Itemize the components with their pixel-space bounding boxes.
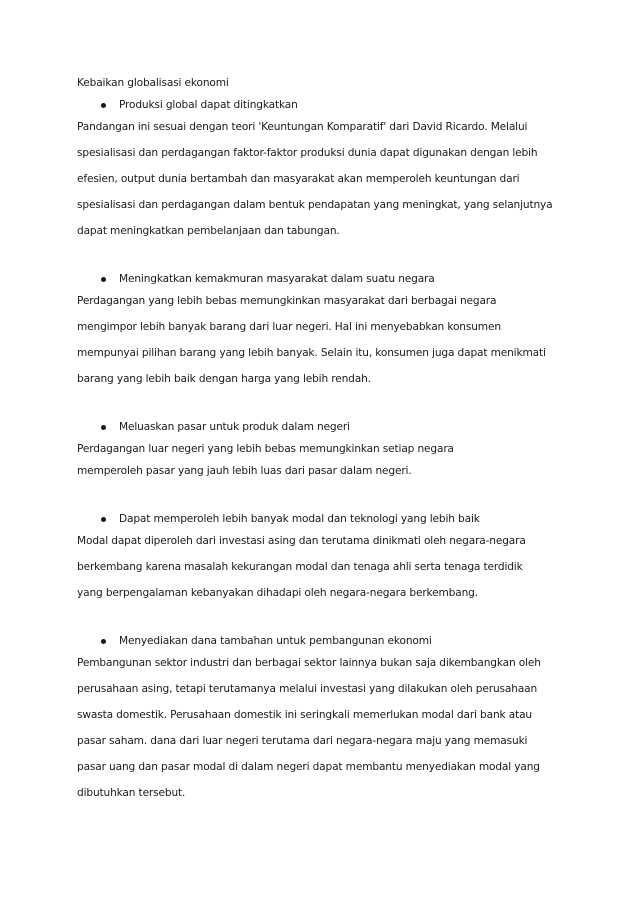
paragraph-line: mengimpor lebih banyak barang dari luar negeri. Hal ini menyebabkan konsumen [77, 321, 501, 333]
paragraph-line: berkembang karena masalah kekurangan modal dan tenaga ahli serta tenaga terdidik [77, 561, 523, 573]
paragraph-line: pasar saham. dana dari luar negeri terutama dari negara-negara maju yang memasuki [77, 735, 528, 747]
paragraph-line: spesialisasi dan perdagangan faktor-faktor produksi dunia dapat digunakan dengan lebih [77, 147, 538, 159]
bullet-heading-text: Dapat memperoleh lebih banyak modal dan teknologi yang lebih baik [119, 513, 480, 525]
document-page [77, 76, 577, 812]
bullet-dot-icon [101, 103, 106, 108]
paragraph-line: spesialisasi dan perdagangan dalam bentuk pendapatan yang meningkat, yang selanjutnya [77, 199, 553, 211]
paragraph-line: barang yang lebih baik dengan harga yang lebih rendah. [77, 373, 371, 385]
section-dana-tambahan [77, 634, 577, 812]
paragraph-line: Perdagangan luar negeri yang lebih bebas memungkinkan setiap negara [77, 443, 454, 455]
paragraph-line: swasta domestik. Perusahaan domestik ini seringkali memerlukan modal dari bank atau [77, 709, 532, 721]
bullet-heading [77, 634, 577, 656]
bullet-heading [77, 98, 577, 120]
paragraph-line: Pembangunan sektor industri dan berbagai sektor lainnya bukan saja dikembangkan oleh [77, 657, 541, 669]
document-title: Kebaikan globalisasi ekonomi [77, 77, 229, 89]
bullet-heading-text: Meningkatkan kemakmuran masyarakat dalam suatu negara [119, 273, 435, 285]
section-modal-teknologi [77, 512, 577, 612]
bullet-heading-text: Menyediakan dana tambahan untuk pembangunan ekonomi [119, 635, 432, 647]
paragraph-line: perusahaan asing, tetapi terutamanya melalui investasi yang dilakukan oleh perusahaan [77, 683, 538, 695]
bullet-heading [77, 420, 577, 442]
section-produksi-global [77, 98, 577, 250]
bullet-dot-icon [101, 517, 106, 522]
bullet-dot-icon [101, 425, 106, 430]
bullet-heading-text: Meluaskan pasar untuk produk dalam negeri [119, 421, 350, 433]
bullet-heading [77, 272, 577, 294]
paragraph-line: memperoleh pasar yang jauh lebih luas dari pasar dalam negeri. [77, 465, 412, 477]
paragraph-line: mempunyai pilihan barang yang lebih banyak. Selain itu, konsumen juga dapat menikmati [77, 347, 546, 359]
paragraph-line: pasar uang dan pasar modal di dalam negeri dapat membantu menyediakan modal yang [77, 761, 540, 773]
paragraph-line: dibutuhkan tersebut. [77, 787, 186, 799]
bullet-heading-text: Produksi global dapat ditingkatkan [119, 99, 298, 111]
paragraph-line: yang berpengalaman kebanyakan dihadapi oleh negara-negara berkembang. [77, 587, 478, 599]
bullet-dot-icon [101, 639, 106, 644]
bullet-dot-icon [101, 277, 106, 282]
paragraph-line: Modal dapat diperoleh dari investasi asing dan terutama dinikmati oleh negara-negara [77, 535, 526, 547]
paragraph-line: Pandangan ini sesuai dengan teori 'Keuntungan Komparatif' dari David Ricardo. Melalui [77, 121, 528, 133]
bullet-heading [77, 512, 577, 534]
paragraph-line: Perdagangan yang lebih bebas memungkinkan masyarakat dari berbagai negara [77, 295, 497, 307]
paragraph-line: dapat meningkatkan pembelanjaan dan tabungan. [77, 225, 340, 237]
section-kemakmuran [77, 272, 577, 398]
paragraph-line: efesien, output dunia bertambah dan masyarakat akan memperoleh keuntungan dari [77, 173, 520, 185]
section-pasar-produk [77, 420, 577, 490]
